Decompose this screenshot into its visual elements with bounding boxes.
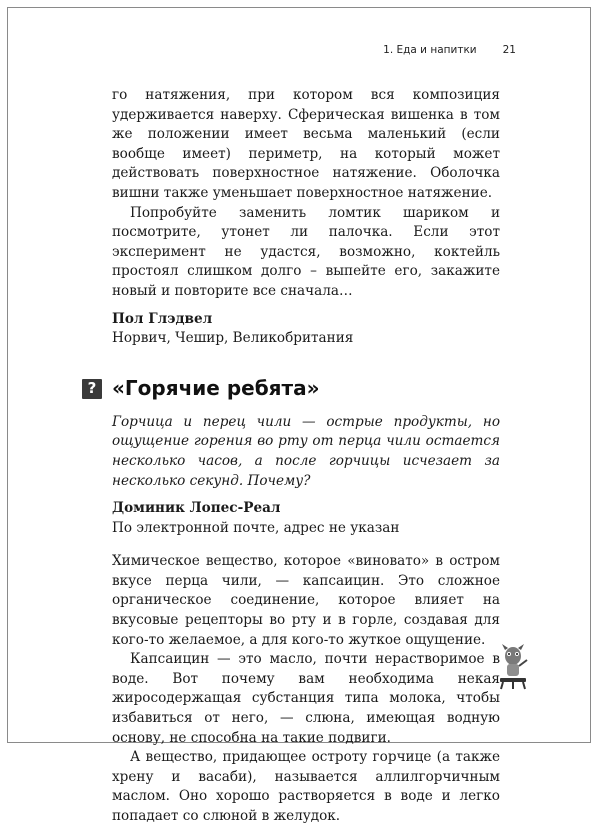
letter-author: Пол Глэдвел	[112, 310, 213, 327]
question-author: Доминик Лопес-Реал	[112, 500, 281, 517]
section-title: «Горячие ребята»	[112, 375, 320, 400]
reader-question: Горчица и перец чили — острые продукты, но ощущение горения во рту от перца чили остается несколько часов, а после горчицы исчезает за несколько секунд. Почему?	[112, 413, 500, 489]
letter-paragraph: Попробуйте заменить ломтик шариком и посмотрите, утонет ли палочка. Если этот эксперимент не удастся, возможно, коктейль простоял слишком долго – выпейте его, закажите новый и повторите все сначала…	[112, 204, 500, 299]
chapter-title: 1. Еда и напитки	[383, 44, 477, 56]
letter-paragraph: го натяжения, при котором вся композиция удерживается наверху. Сферическая вишенка в том же положении имеет весьма маленький (если вообще имеет) периметр, на который может действовать поверхностное натяжение. Оболочка вишни также уменьшает поверхностное натяжение.	[112, 87, 500, 201]
question-author-location: По электронной почте, адрес не указан	[112, 519, 400, 536]
running-head	[383, 44, 516, 56]
page-body	[87, 86, 500, 827]
chef-mascot-icon	[496, 642, 530, 690]
letter-location: Норвич, Чешир, Великобритания	[112, 330, 354, 347]
question-mark-icon: ?	[82, 379, 102, 399]
page-number: 21	[502, 44, 516, 56]
answer-paragraph: Капсаицин — это масло, почти нерастворимое в воде. Вот почему вам необходима некая жиросодержащая субстанция типа молока, чтобы избавиться от него, — слюна, имеющая водную основу, не способна на такие подвиги.	[112, 651, 500, 746]
answer-paragraph: А вещество, придающее остроту горчице (а также хрену и васаби), называется аллилгорчичным маслом. Оно хорошо растворяется в воде и легко попадает со слюной в желудок.	[112, 749, 500, 824]
section-heading	[82, 375, 500, 400]
answer-paragraph: Химическое вещество, которое «виновато» в остром вкусе перца чили, — капсаицин. Это сложное органическое соединение, которое влияет на вкусовые рецепторы во рту и в горле, создавая для кого-то желаемое, а для кого-то жуткое ощущение.	[112, 553, 500, 648]
